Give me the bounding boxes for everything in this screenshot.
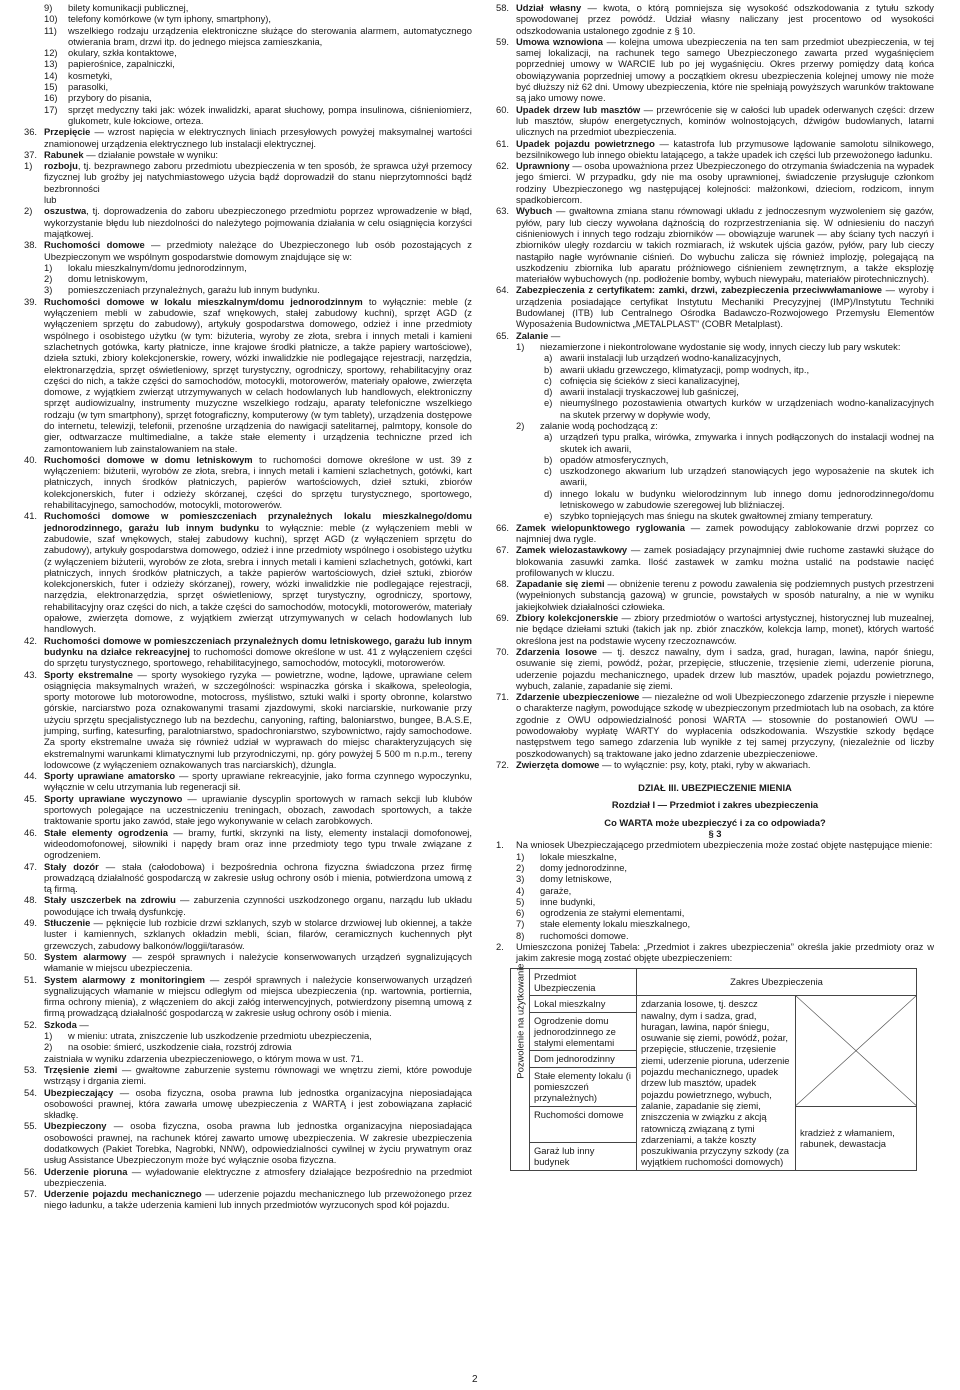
table-row: Ogrodzenie domu jednorodzinnego ze stałymi elementami: [530, 1012, 637, 1051]
list-item: [24, 58, 472, 69]
term: Ubezpieczający: [44, 1086, 114, 1098]
item-number: 1): [516, 340, 525, 352]
item-text: —: [76, 1018, 89, 1030]
definition-item: [24, 510, 472, 634]
item-number: 54.: [24, 1086, 38, 1098]
question-heading: Co WARTA może ubezpieczyć i za co odpowiada?: [604, 816, 826, 828]
term: Przepięcie: [44, 126, 91, 138]
item-text: — osoba upoważniona przez Ubezpieczonego do otrzymania świadczenia na wypadek jego śmierci. W przypadku, gdy nie ma osoby uprawnionej, świadczenie przysługuje członkom rodziny Ubezpieczonego wg następującej kolejności: małżonkowi, dzieciom, rodzicom, innym spadkobiercom.: [516, 160, 934, 206]
item-number: 43.: [24, 668, 38, 680]
table-row: Stałe elementy lokalu (i pomieszczeń przynależnych): [530, 1067, 637, 1106]
item-number: 4): [516, 884, 525, 896]
list-item: [496, 431, 934, 454]
term: Ruchomości domowe w lokalu mieszkalnym/domu jednorodzinnym: [44, 295, 363, 307]
item-number: 58.: [496, 2, 510, 13]
item-text: — bramy, furtki, skrzynki na listy, elementy instalacji domofonowej, wideodomofonowej, siłowniki i napędy bram oraz inne przedmioty tego typu trwale związane z ogrodzeniem.: [44, 826, 472, 861]
item-number: d): [544, 386, 553, 398]
item-number: 7): [516, 918, 525, 930]
definition-item: [24, 951, 472, 974]
item-text: ogrodzenia ze stałymi elementami,: [540, 907, 685, 919]
item-text: inne budynki,: [540, 895, 596, 907]
item-number: 70.: [496, 645, 510, 657]
item-number: 52.: [24, 1018, 38, 1030]
definition-item: [496, 138, 934, 161]
item-number: 13): [44, 58, 58, 70]
term: Zapadanie się ziemi: [516, 578, 605, 590]
definition-item: [496, 941, 934, 964]
item-number: 42.: [24, 634, 38, 646]
definition-item: [24, 894, 472, 917]
item-text: parasolki,: [68, 81, 109, 93]
term: Ruchomości domowe: [44, 239, 145, 251]
item-text: — zbiory przedmiotów o wartości artystycznej, historycznej lub muzealnej, nie będące dziełami sztuki (takich jak np. zbiór znaczków, kolekcja lamp, monet), których wartość określona jest na podstawie wyceny rzeczoznawców.: [516, 612, 934, 646]
item-number: 17): [44, 103, 58, 115]
definition-item: [24, 1166, 472, 1189]
item-text: — wyroby i urządzenia posiadające certyfikat Instytutu Mechaniki Precyzyjnej (IMP)/Instytutu Techniki Budowlanej (ITB) lub Centralnego Ośrodka Badawczo-Rozwojowego Przemysłu Elementów Wyposażenia Budownictwa „METALPLAST” (COBR Metalplast).: [516, 284, 934, 330]
item-number: 1): [516, 850, 525, 862]
item-text: kosmetyki,: [68, 69, 113, 81]
item-number: 40.: [24, 453, 38, 465]
list-item: [24, 273, 472, 284]
chapter-heading: Rozdział I — Przedmiot i zakres ubezpieczenia: [611, 799, 819, 811]
item-number: 10): [44, 13, 58, 25]
term: Ubezpieczony: [44, 1120, 107, 1132]
item-number: 49.: [24, 917, 38, 929]
item-text: przybory do pisania,: [68, 92, 152, 104]
item-number: 12): [44, 47, 58, 59]
term: Zdarzenia losowe: [516, 645, 598, 657]
item-number: 2): [516, 861, 525, 873]
item-text: innego lokalu w budynku wielorodzinnym lub innego domu jednorodzinnego/domu letniskowego w zabudowie szeregowej lub bliźniaczej.: [560, 487, 934, 511]
definition-item: [24, 770, 472, 793]
item-text: lokale mieszkalne,: [540, 850, 617, 862]
item-number: 2): [44, 273, 53, 285]
term: Zamek wielopunktowego ryglowania: [516, 521, 685, 533]
item-text: — gwałtowna zmiana stanu równowagi układu z jednoczesnym wyzwoleniem się gazów, pyłów, pary lub cieczy wywołana dążnością do rozprzestrzeniania się. W odniesieniu do naczyń ciśnieniowych i innych tego rodzaju zbiorników — obowiązuje warunek — aby ściany tych naczyń i zbiorników uległy rozdarciu w takich rozmiarach, iż wskutek ujścia gazów, pyłów, pary lub cieczy nastąpiło nagłe wyrównanie ciśnień. Do wybuchu zalicza się również implozję, polegającą na uszkodzeniu zbiornika lub aparatu próżniowego ciśnieniem zewnętrznym, a także eksplozję materiałów wybuchowych (np. podłożenie bomby, wybuch niewypału, materiałów pirotechnicznych).: [516, 205, 934, 285]
list-item: [24, 13, 472, 24]
definition-item: [24, 454, 472, 510]
list-item: [24, 262, 472, 273]
item-number: 16): [44, 92, 58, 104]
definition-item: [24, 1019, 472, 1030]
term: Uderzenie pioruna: [44, 1165, 128, 1177]
definition-item: [496, 646, 934, 691]
list-item: [496, 341, 934, 352]
definition-item: [24, 917, 472, 951]
definition-item: [496, 2, 934, 36]
definition-item: [24, 194, 472, 205]
definition-item: [496, 36, 934, 104]
definition-item: [24, 793, 472, 827]
definition-item: [24, 205, 472, 239]
item-text: — osoba fizyczna, osoba prawna lub jednostka organizacyjna nieposiadająca osobowości prawnej, na rachunek której zawarto umowę ubezpieczenia. W zakresie ubezpieczenia dodatkowych (Pakiet Torebka, Nagrobki, NNW), odpowiedzialności cywilnej w życiu prywatnym oraz usług Assistance Ubezpieczonym może być wyłącznie osoba fizyczna.: [44, 1120, 472, 1166]
item-number: 37.: [24, 148, 38, 160]
term: oszustwa: [44, 205, 87, 217]
list-item: [496, 918, 934, 929]
item-number: 48.: [24, 894, 38, 906]
item-number: 6): [516, 907, 525, 919]
item-text: urządzeń typu pralka, wirówka, zmywarka i innych podłączonych do instalacji wodnej na skutek ich awarii,: [560, 431, 934, 454]
list-item: [496, 873, 934, 884]
item-number: 3): [516, 873, 525, 885]
item-text: — niezależne od woli Ubezpieczonego zdarzenie przyszłe i niepewne o charakterze nagłym, powodujące szkodę w ubezpieczonym przedmiotach lub na osobach, za które zgodnie z OWU odpowiedzialność ponosi WARTA — stosownie do postanowień OWU — powodowałoby wypłatę WARTY do wypłacenia odszkodowania. Wszystkie szkody będące następstwem tego samego zdarzenia lub wynikłe z tej samej przyczyny, (niezależnie od liczby poszkodowanych) są traktowane jako jedno zdarzenie ubezpieczeniowe.: [516, 691, 935, 759]
item-text: szybko topniejących mas śniegu na skutek gwałtownej zmiany temperatury.: [560, 510, 873, 522]
item-text: w mieniu: utrata, zniszczenie lub uszkodzenie przedmiotu ubezpieczenia,: [68, 1030, 372, 1042]
item-number: 39.: [24, 295, 38, 307]
definition-item: [496, 544, 934, 578]
item-number: 65.: [496, 329, 510, 341]
item-number: d): [544, 487, 553, 499]
list-item: [24, 92, 472, 103]
definition-item: [496, 104, 934, 138]
item-text: — osoba fizyczna, osoba prawna lub jednostka organizacyjna nieposiadająca osobowości prawnej, która zawarła umowę ubezpieczenia z WARTĄ i jest zobowiązana zapłacić składkę.: [44, 1086, 472, 1121]
definition-item: [24, 160, 472, 194]
term: Upadek pojazdu powietrznego: [516, 137, 655, 149]
list-item: [496, 851, 934, 862]
item-number: 53.: [24, 1063, 38, 1075]
item-text: — zaburzenia czynności uszkodzonego organu, narządu lub układu powodujące ich trwałą dysfunkcję.: [44, 894, 472, 917]
term: Zabezpieczenia z certyfikatem: zamki, drzwi, zabezpieczenia przeciwwłamaniowe: [516, 284, 883, 296]
item-text: Na wniosek Ubezpieczającego przedmiotem ubezpieczenia może zostać objęte następujące mienie:: [516, 839, 933, 851]
item-text: okulary, szkła kontaktowe,: [68, 47, 177, 59]
list-item: [24, 1030, 472, 1041]
definitions-continued: [496, 2, 934, 770]
item-number: 68.: [496, 578, 510, 590]
item-number: 1): [44, 1030, 53, 1042]
term: Umowa wznowiona: [516, 35, 603, 47]
definition-item: [496, 759, 934, 770]
item-number: 63.: [496, 205, 510, 217]
term: Stałe elementy ogrodzenia: [44, 826, 168, 838]
term: Stały dozór: [44, 860, 99, 872]
item-number: 38.: [24, 239, 38, 251]
definition-item: [496, 612, 934, 646]
item-text: — obniżenie terenu z powodu zawalenia się podziemnych pustych przestrzeni (wypełnionych substancją gazową) w gruncie, powstałych w sposób naturalny, a nie w wyniku jakiejkolwiek działalności człowieka.: [516, 578, 934, 612]
term: Udział własny: [516, 2, 582, 13]
term: Wybuch: [516, 205, 553, 217]
list-item: [496, 364, 934, 375]
item-text: awarii instalacji lub urządzeń wodno-kanalizacyjnych,: [560, 352, 781, 364]
table-row: Ruchomości domowe: [530, 1106, 637, 1142]
item-number: 47.: [24, 860, 38, 872]
item-number: 64.: [496, 284, 510, 296]
item-number: 51.: [24, 973, 38, 985]
definition-item: [496, 330, 934, 341]
item-number: 1): [24, 160, 33, 172]
term: Zdarzenie ubezpieczeniowe: [516, 691, 640, 703]
item-number: 61.: [496, 137, 510, 149]
item-number: e): [544, 397, 553, 409]
item-number: 50.: [24, 950, 38, 962]
item-number: 11): [44, 24, 57, 36]
item-text: na osobie: śmierć, uszkodzenie ciała, rozstrój zdrowia: [68, 1041, 292, 1053]
list-item: [496, 386, 934, 397]
item-text: — to wyłącznie: psy, koty, ptaki, ryby w akwariach.: [599, 758, 811, 770]
item-text: stałe elementy lokalu mieszkalnego,: [540, 918, 691, 930]
term: Sporty ekstremalne: [44, 668, 133, 680]
term: Uprawniony: [516, 160, 570, 172]
term: Ruchomości domowe w pomieszczeniach przynależnych lokalu mieszkalnego/domu jednorodzinnego, garażu lub innym budynku: [44, 510, 472, 533]
definition-item: [24, 635, 472, 669]
definition-item: [24, 1087, 472, 1121]
definition-item: [24, 669, 472, 771]
item-number: 66.: [496, 521, 510, 533]
item-number: 41.: [24, 510, 38, 522]
item-text: — sporty uprawiane rekreacyjnie, jako forma czynnego wypoczynku, wyłącznie w celu utrzymania lub regeneracji sił.: [44, 770, 472, 793]
item-number: 46.: [24, 826, 38, 838]
list-item: [496, 397, 934, 420]
item-text: to wyłącznie: meble (z wyłączeniem mebli w zabudowie, szaf wnękowych, stałej zabudowy kuchni), sprzęt AGD (z wyłączeniem sprzętu do zabudowy), artykuły gospodarstwa domowego, odzież i inne przedmioty wspólnego i osobistego użytku (z wyłączeniem biżuterii, wyrobów ze złota, srebra i innych metali i kamieni szlachetnych, gotówki, kart płatniczych, innych środków płatniczych, a także papierów wartościowych, dzieł sztuki, zbiorów kolekcjonerskich, futer i odzieży skórzanej), rowery, wózki inwalidzkie nie podlegające rejestracji, narzędzia, elektronarzędzia, sprzęt oświetleniowy, sprzęt turystyczny, ogrodniczy, sportowy, rehabilitacyjny oraz części do nich, a także części do samochodów, motocykli, motorowerów, materiały opałowe, zwierzęta domowe, z wyjątkiem zwierząt utrzymywanych w celach hodowlanych lub handlowych.: [44, 521, 473, 635]
item-number: 55.: [24, 1120, 38, 1132]
definition-item: [24, 861, 472, 895]
item-number: 2): [516, 419, 525, 431]
item-number: 1): [44, 261, 53, 273]
item-text: — uderzenie pojazdu mechanicznego lub przewożonego przez niego ładunku, a także uderzenia kamieni lub innych przedmiotów wyrzuconych spod kół pojazdu.: [44, 1188, 472, 1211]
item-text: — przedmioty należące do Ubezpieczonego lub osób pozostających z Ubezpieczonym we wspólnym gospodarstwie domowym znajdujące się w:: [44, 239, 472, 262]
list-item: [24, 104, 472, 127]
item-number: 2): [44, 1041, 53, 1053]
item-text: lub: [44, 194, 57, 206]
list-item: [496, 454, 934, 465]
item-number: 60.: [496, 103, 510, 115]
list-item: [24, 1053, 472, 1064]
item-text: zaistniała w wyniku zdarzenia ubezpieczeniowego, o którym mowa w ust. 71.: [44, 1052, 364, 1064]
item-text: — wyładowanie elektryczne z atmosfery działające bezpośrednio na przedmiot ubezpieczenia.: [44, 1165, 472, 1188]
item-text: cofnięcia się ścieków z sieci kanalizacyjnej,: [560, 374, 740, 386]
table-header-przedmiot: Przedmiot Ubezpieczenia: [530, 968, 637, 996]
definition-item: [24, 1188, 472, 1211]
item-number: 2): [24, 205, 33, 217]
term: Zwierzęta domowe: [516, 758, 600, 770]
item-text: — tj. deszcz nawalny, dym i sadza, grad, huragan, lawina, napór śniegu, osuwanie się ziemi, powódź, pożar, przepięcie, stłuczenie, trzęsienie ziemi, uderzenie pioruna, uderzenie pojazdu mechanicznego, upadek drzew lub masztów, upadek pojazdu powietrznego, wybuch, zalanie, zapadanie się ziemi.: [516, 645, 934, 691]
term: Zalanie: [516, 329, 549, 341]
item-text: pomieszczeniach przynależnych, garażu lub innym budynku.: [68, 284, 320, 296]
item-number: 15): [44, 81, 58, 93]
item-text: papierośnice, zapalniczki,: [68, 58, 175, 70]
item-text: sprzęt medyczny taki jak: wózek inwalidzki, aparat słuchowy, pompa insulinowa, ciśnieniomierz, glukometr, kule łokciowe, orteza.: [68, 103, 472, 126]
item-number: 72.: [496, 758, 510, 770]
term: Zamek wielozastawkowy: [516, 544, 628, 556]
item-number: b): [544, 453, 553, 465]
definition-item: [24, 149, 472, 160]
item-number: 1.: [496, 839, 504, 851]
item-text: — stała (całodobowa) i bezpośrednia ochrona fizyczna świadczona przez firmę prowadzącą działalność gospodarczą w zakresie usług ochrony osób i mienia, potwierdzona umową z tą firmą.: [44, 860, 472, 895]
term: Ruchomości domowe w pomieszczeniach przynależnych domu letniskowego, garażu lub innym budynku na działce rekreacyjnej: [44, 634, 472, 657]
coverage-table: [510, 962, 917, 1171]
definition-item: [24, 1120, 472, 1165]
item-number: 71.: [496, 691, 510, 703]
list-item: [496, 930, 934, 941]
item-number: 2.: [496, 941, 504, 953]
item-number: 5): [516, 895, 525, 907]
list-item: [496, 488, 934, 511]
item-number: 56.: [24, 1165, 38, 1177]
item-text: , tj. bezprawnego zaboru przedmiotu ubezpieczenia w ten sposób, że sprawca użył przemocy fizycznej lub groźby jej natychmiastowego użycia bądź doprowadził do stanu nieprzytomności bądź bezbronności: [44, 160, 472, 194]
term: rozboju: [44, 160, 78, 172]
item-number: b): [544, 363, 553, 375]
item-number: 62.: [496, 160, 510, 172]
definition-item: [24, 827, 472, 861]
item-number: 44.: [24, 770, 38, 782]
definition-item: [24, 126, 472, 149]
cross-out-icon: [796, 996, 916, 1105]
item-number: e): [544, 510, 553, 522]
item-number: 45.: [24, 792, 38, 804]
left-column: [24, 2, 472, 1211]
table-zdarzenia-cell: zdarzania losowe, tj. deszcz nawalny, dym i sadza, grad, huragan, lawina, napór śniegu, osuwanie się ziemi, powódź, pożar, przepięcie, stłuczenie, trzęsienie ziemi, uderzenie pioruna, uderzenie pojazdu mechanicznego, upadek drzew lub masztów, upadek pojazdu powietrznego, wybuch, zalanie, zapadanie się ziemi, zniszczenia w związku z akcją ratowniczą związaną z tymi zdarzeniami, a także koszty poszukiwania przyczyny szkody (za wyjątkiem ruchomości domowych): [637, 996, 796, 1170]
table-row: Lokal mieszkalny: [530, 996, 637, 1012]
term: Stłuczenie: [44, 917, 91, 929]
item-text: — kolejna umowa ubezpieczenia na ten sam przedmiot ubezpieczenia, w tej samej lokalizacji, na rachunek tego samego Ubezpieczonego zawarta przed wygaśnięciem poprzedniej umowy w WARCIE lub po jej wygaśnięciu. Okres przerwy pomiędzy datą końca obowiązywania poprzedniej umowy a początkiem okresu ubezpieczenia kolejnej umowy nie może być dłuższy niż 62 dni. Umowy ubezpieczenia, które nie spełniają powyższych warunków traktowane są jako umowy nowe.: [516, 35, 934, 104]
table-vertical-header: Pozwolenie na użytkowanie: [511, 968, 530, 1170]
list-item: [496, 465, 934, 488]
item-text: —: [548, 329, 561, 341]
item-text: to wyłącznie: meble (z wyłączeniem mebli w zabudowie, szaf wnękowych, stałej zabudowy kuchni), sprzęt AGD (z wyłączeniem sprzętu do zabudowy), artykuły gospodarstwa domowego, odzież i inne przedmioty wspólnego i osobistego użytku (w tym: biżuteria, wyroby ze złota, srebra i innych metali i kamieni szlachetnych gotówka, karty płatnicze, inne krajowe środki płatnicze, a także papiery wartościowe), dzieła sztuki, zbiory kolekcjonerskie, rowery, wózki inwalidzkie nie podlegające rejestracji, narzędzia, elektronarzędzia, sprzęt oświetleniowy, sprzęt turystyczny, ogrodniczy, sportowy, rehabilitacyjny oraz części do nich, a także części do samochodów, motocykli, motorowerów, materiały opałowe, zwierzęta domowe, z wyjątkiem zwierząt utrzymywanych w celach hodowlanych lub handlowych, elektroniczny sprzęt audiowizualny, instrumenty muzyczne wszelkiego rodzaju, aparaty telefoniczne wszelkiego rodzaju (w tym smartphony), sprzęt fotograficzny, komputerowy (w tym tablety), urządzenia dostępowe do internetu, telewizji, telefonii, przenośne urządzenia do nawigacji satelitarnej, palmtopy, konsole do gier, odtwarzacze multimedialne, a także stałe elementy i urządzenia techniczne przed ich zamontowaniem lub zainstalowaniem na stałe.: [44, 295, 472, 454]
item-text: garaże,: [540, 884, 572, 896]
item-text: lokalu mieszkalnym/domu jednorodzinnym,: [68, 261, 247, 273]
item-number: 14): [44, 69, 58, 81]
item-text: — zamek posiadający przynajmniej dwie ruchome zastawki służące do blokowania zasuwki zamka. Ilość zastawek w zamku można ustalić na podstawie nacięć profilowanych w kluczu.: [516, 544, 934, 578]
term: Rabunek: [44, 148, 84, 160]
item-text: — przewrócenie się w całości lub upadek oderwanych części: drzew lub masztów, słupów energetycznych, kominów wolnostojących, dźwigów budowlanych, latarni ulicznych na przedmiot ubezpieczenia.: [516, 103, 934, 138]
list-item: [496, 907, 934, 918]
item-text: — zamek powodujący zablokowanie drzwi poprzez co najmniej dwa rygle.: [516, 521, 935, 544]
term: System alarmowy: [44, 950, 127, 962]
definition-item: [496, 205, 934, 284]
paragraph-3-body: [496, 839, 934, 963]
item-number: 3): [44, 284, 53, 296]
item-text: Umieszczona poniżej Tabela: „Przedmiot i zakres ubezpieczenia” określa jakie przedmioty oraz w jakim zakresie mogą zostać objęte ubezpieczeniem:: [516, 941, 934, 964]
item-number: 57.: [24, 1188, 38, 1200]
term: Sporty uprawiane wyczynowo: [44, 792, 183, 804]
list-item: [24, 25, 472, 48]
table-crossed-cell: [796, 996, 917, 1106]
term: Szkoda: [44, 1018, 77, 1030]
item-text: — działanie powstałe w wyniku:: [83, 148, 219, 160]
table-row: Garaż lub inny budynek: [530, 1143, 637, 1171]
item-text: — sporty wysokiego ryzyka — powietrzne, wodne, lądowe, uprawiane celem osiągnięcia maksymalnych wrażeń, w szczególności: wspinaczka górska i skałkowa, speleologia, sporty motorowe lub motorowodne, motocross, myślistwo, sztuki walki i sporty obronne, kolarstwo górskie, narciarstwo poza oznakowanymi trasami zjazdowymi, skoki narciarskie, nurkowanie przy użyciu sprzętu specjalistycznego lub na bezdechu, canyoning, rafting, baloniarstwo, bungee, B.A.S.E, jumping, surfing, katesurfing, paralotniarstwo, spadochroniarstwo, szybownictwo, rajdy samochodowe. Za sporty ekstremalne uważa się również udział w wyprawach do miejsc charakteryzujących się ekstremalnymi warunkami klimatycznymi lub przyrodniczymi, np. góry powyżej 5 500 m n.p.m., tereny lodowcowe (z wyłączeniem oznakowanych tras narciarskich), dżungla.: [44, 668, 472, 770]
item-text: — kwota, o którą pomniejsza się wysokość odszkodowania z tytułu szkody spowodowanej przez powódź. Udział własny naliczany jest procentowo od wysokości odszkodowania ustalonego zgodnie z § 10.: [516, 2, 934, 36]
item-text: — katastrofa lub przymusowe lądowanie samolotu silnikowego, bezsilnikowego lub innego obiektu latającego, a także upadek ich części lub przewożonego ładunku.: [516, 137, 934, 160]
item-text: — uprawianie dyscyplin sportowych w ramach sekcji lub klubów sportowych polegające na uczestniczeniu treningach, obozach, zawodach sportowych, a także traktowanie sportu jako zawód, stałe jego wykonywanie w celach zarobkowych.: [44, 792, 472, 827]
item-text: ruchomości domowe.: [540, 929, 629, 941]
definition-item: [496, 578, 934, 612]
definition-item: [496, 691, 934, 759]
item-number: a): [544, 431, 553, 443]
term: Zbiory kolekcjonerskie: [516, 612, 619, 624]
item-text: domy jednorodzinne,: [540, 861, 628, 873]
item-number: 9): [44, 2, 53, 13]
item-number: a): [544, 352, 553, 364]
item-text: awarii układu grzewczego, klimatyzacji, pomp wodnych, itp.,: [560, 363, 810, 375]
item-text: niezamierzone i niekontrolowane wydostanie się wody, innych cieczy lub pary wskutek:: [540, 340, 901, 352]
definition-item: [24, 296, 472, 454]
definition-item: [24, 974, 472, 1019]
item-text: — gwałtowne zaburzenie systemu równowagi we wnętrzu ziemi, które powoduje wstrząsy i drgania ziemi.: [44, 1063, 473, 1087]
item-text: nieumyślnego pozostawienia otwartych kurków w urządzeniach wodno-kanalizacyjnych na skutek przerwy w dopływie wody,: [560, 397, 934, 420]
list-item: [496, 885, 934, 896]
term: Ruchomości domowe w domu letniskowym: [44, 453, 253, 465]
definition-item: [496, 522, 934, 545]
item-text: — wzrost napięcia w elektrycznych liniach przesyłowych powyżej maksymalnej wartości znamionowej urządzenia elektrycznego lub instalacji elektrycznej.: [44, 126, 472, 149]
list-item: [496, 896, 934, 907]
list-item: [24, 284, 472, 295]
item-number: c): [544, 465, 552, 477]
list-item: [24, 70, 472, 81]
item-text: — zespół sprawnych i należycie konserwowanych urządzeń sygnalizujących włamanie w miejscu ubezpieczenia.: [44, 950, 472, 974]
term: Stały uszczerbek na zdrowiu: [44, 894, 176, 906]
paragraph-number: § 3: [708, 828, 722, 840]
term: Trzęsienie ziemi: [44, 1063, 118, 1075]
item-text: uszkodzonego akwarium lub urządzeń stanowiących jego wyposażenie na skutek ich awarii,: [560, 465, 934, 488]
table-row: Dom jednorodzinny: [530, 1051, 637, 1067]
list-item: [496, 420, 934, 431]
section-heading: DZIAŁ III. UBEZPIECZENIE MIENIA: [638, 782, 792, 794]
term: System alarmowy z monitoringiem: [44, 973, 205, 985]
list-item: [496, 375, 934, 386]
item-number: 36.: [24, 126, 38, 138]
item-number: 67.: [496, 544, 510, 556]
item-text: domu letniskowym,: [68, 273, 148, 285]
item-text: domy letniskowe,: [540, 873, 612, 885]
definition-item: [24, 239, 472, 262]
term: Uderzenie pojazdu mechanicznego: [44, 1188, 202, 1200]
item-text: zalanie wodą pochodzącą z:: [540, 419, 658, 431]
definition-item: [24, 1064, 472, 1087]
table-kradziez-cell: kradzież z włamaniem, rabunek, dewastacja: [796, 1106, 917, 1170]
item-text: telefony komórkowe (w tym iphony, smartphony),: [68, 13, 272, 25]
table-header-zakres: Zakres Ubezpieczenia: [637, 968, 917, 996]
list-item: [24, 81, 472, 92]
item-number: c): [544, 374, 552, 386]
term: Upadek drzew lub masztów: [516, 103, 641, 115]
list-item: [496, 862, 934, 873]
item-number: 59.: [496, 35, 510, 47]
item-number: 69.: [496, 612, 510, 624]
item-text: — pęknięcie lub rozbicie drzwi szklanych, szyb w stolarce drzwiowej lub okiennej, a także luster i kamiennych, szklanych okładzin mebli, ścian, filarów, ceramicznych kuchennych płyt grzewczych, zabudowy balkonów/loggii/tarasów.: [44, 917, 472, 951]
item-text: wszelkiego rodzaju urządzenia elektroniczne służące do sterowania alarmem, automatycznego otwierania bram, drzwi itp. do jednego miejsca zamieszkania,: [68, 24, 472, 47]
list-item: [24, 47, 472, 58]
term: Sporty uprawiane amatorsko: [44, 770, 176, 782]
definition-item: [496, 160, 934, 205]
right-column: [496, 2, 934, 1171]
item-text: opadów atmosferycznych,: [560, 453, 669, 465]
list-item: [496, 510, 934, 521]
item-number: 8): [516, 929, 525, 941]
page-number: 2: [472, 1374, 478, 1385]
item-text: awarii instalacji tryskaczowej lub gaśniczej,: [560, 386, 739, 398]
list-item: [24, 1041, 472, 1052]
definition-item: [496, 839, 934, 850]
item-text: — zespół sprawnych i należycie konserwowanych urządzeń sygnalizujących włamanie w miejscu odległym od miejsca ubezpieczenia (np. wartownia, portiernia, firma ochrony mienia), z włączeniem do akcji załóg interwencyjnych, potwierdzony pisemną umową z firmą prowadzącą działalność gospodarczą w zakresie usług ochrony osób i mienia.: [44, 973, 472, 1019]
list-item: [496, 352, 934, 363]
item-text: bilety komunikacji publicznej,: [68, 2, 189, 13]
item-text: , tj. doprowadzenia do zaboru ubezpieczonego przedmiotu poprzez wprowadzenie w błąd, wykorzystanie błędu lub niezdolności do należytego pojmowania działania w celu osiągnięcia korzyści majątkowej.: [44, 205, 472, 239]
item-text: to ruchomości domowe określone w ust. 41 z wyłączeniem części do sprzętu turystycznego, sportowego, rehabilitacyjnego, samochodów, motocykli, motorowerów.: [44, 645, 473, 669]
definition-item: [496, 284, 934, 329]
list-item: [24, 2, 472, 13]
item-text: to ruchomości domowe określone w ust. 39 z wyłączeniem: biżuterii, wyrobów ze złota, srebra, i innych metali i kamieni szlachetnych, gotówki, kart płatniczych, innych środków płatniczych, papierów wartościowych, dzieł sztuki, zbiorów kolekcjonerskich, futer i odzieży skórzanej, części do sprzętu turystycznego, sportowego, rehabilitacyjnego, samochodów, motocykli, motorowerów.: [44, 453, 472, 511]
